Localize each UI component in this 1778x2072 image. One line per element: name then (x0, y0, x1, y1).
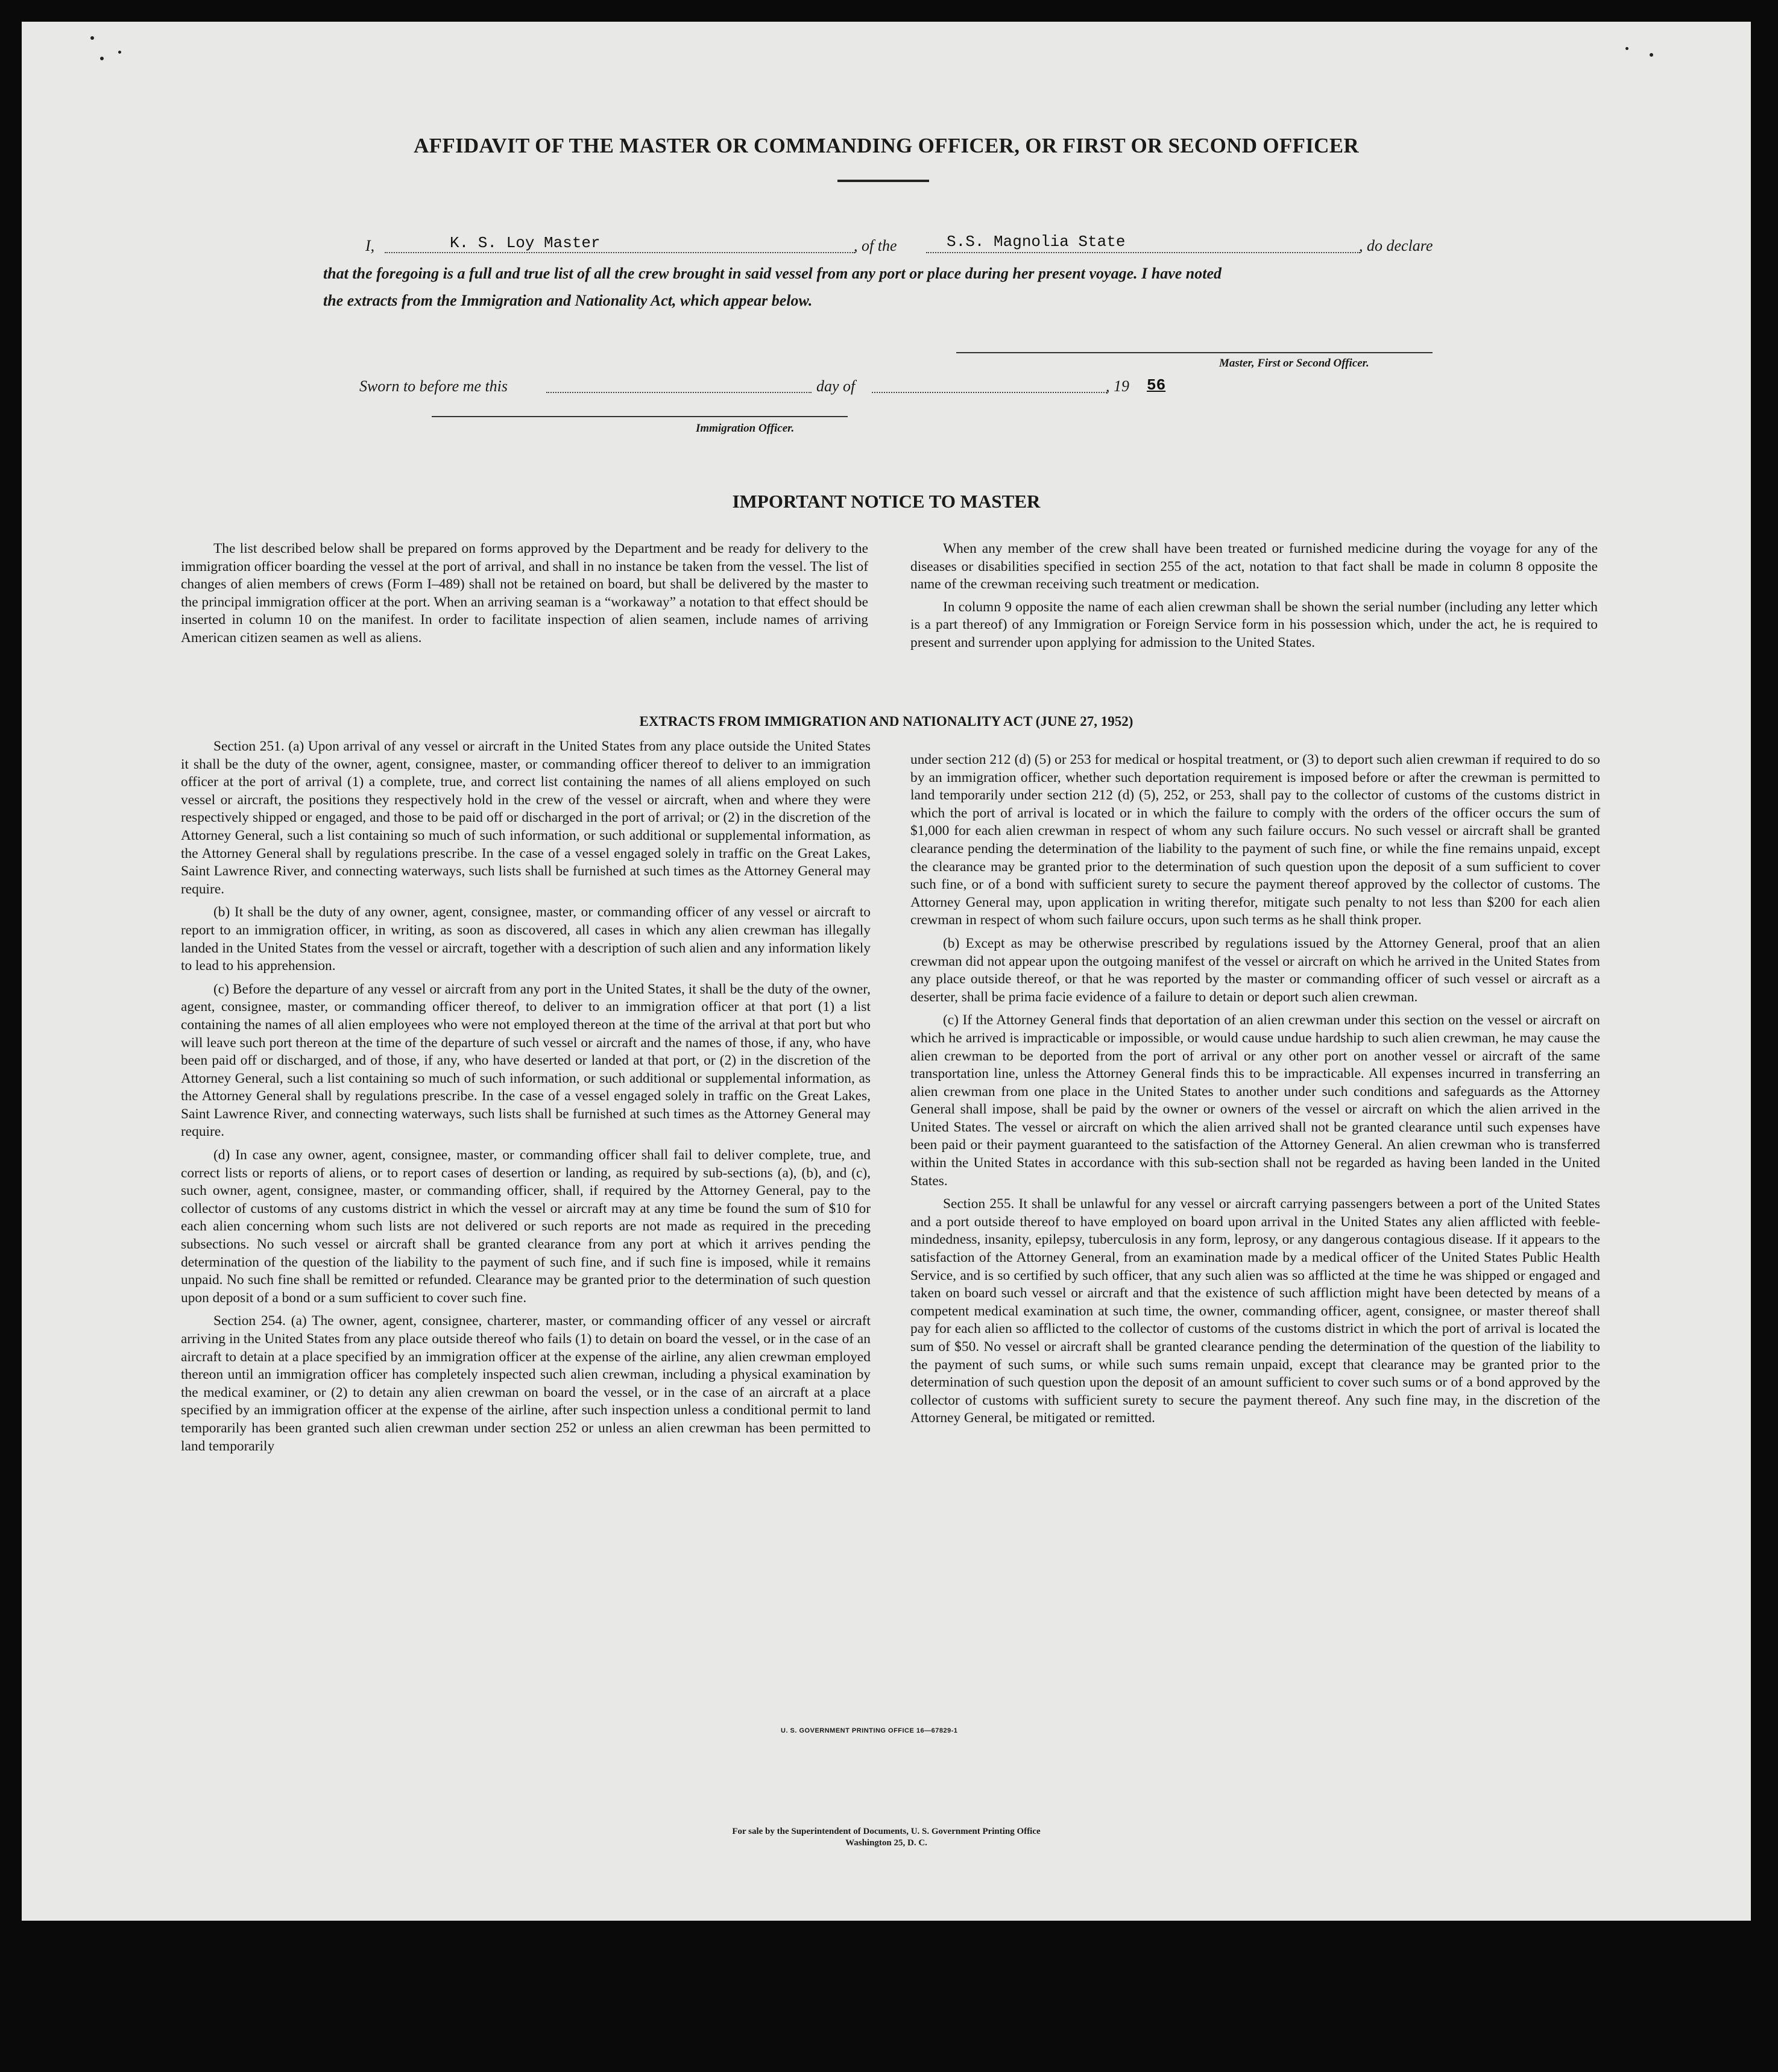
officer-caption: Immigration Officer. (696, 422, 795, 435)
notice-right-paragraph-2: In column 9 opposite the name of each alien crewman shall be shown the serial number (including any letter which is a part thereof) of any Immigration or Foreign Service form in his possession which, under the act, he is required to present and surrender upon applying for admission to the United States. (910, 599, 1598, 650)
section-251-a: Section 251. (a) Upon arrival of any vessel or aircraft in the United States from any place outside the United States it shall be the duty of the owner, agent, consignee, master, or commanding officer thereof to deliver to an immigration officer at the port of arrival (1) a complete, true, and correct list containing the names of all aliens employed on such vessel or aircraft, the positions they respectively hold in the crew of the vessel or aircraft, when and where they were respectively shipped or engaged, and those to be paid off or discharged in the port of arrival; or (2) in the discretion of the Attorney General, such a list containing so much of such information, or such additional or supplemental information, as the Attorney General shall by regulations prescribe. In the case of a vessel engaged solely in traffic on the Great Lakes, Saint Lawrence River, and connecting waterways, such lists shall be furnished at such times as the Attorney General may require. (181, 738, 871, 897)
printing-office-line: U. S. GOVERNMENT PRINTING OFFICE 16—67829-1 (781, 1727, 958, 1734)
notice-left-paragraph: The list described below shall be prepared on forms approved by the Department and be ready for delivery to the immigration officer boarding the vessel at the port of arrival, and shall in no instance be taken from the vessel. The list of changes of alien members of crews (Form I–489) shall not be retained on board, but shall be delivered by the master to the principal immigration officer at the port. When an arriving seaman is a “workaway” a notation to that effect should be inserted in column 10 on the manifest. In order to facilitate inspection of alien seamen, include names of arriving American citizen seamen as well as aliens. (181, 541, 868, 646)
sworn-day-line[interactable] (546, 392, 812, 393)
sale-notice (22, 1826, 1751, 1849)
sale-line-2: Washington 25, D. C. (845, 1838, 927, 1848)
speck (1625, 47, 1628, 50)
extracts-left-column (181, 738, 871, 1461)
sworn-month-line[interactable] (872, 392, 1107, 393)
section-254-a-continued: under section 212 (d) (5) or 253 for medical or hospital treatment, or (3) to deport such alien crewman if required to do so by an immigration officer, whether such deportation requirement is imposed before or after the crewman is permitted to land temporarily under section 212 (d) (5), 252, or 253, shall pay to the collector of customs of the customs district in which the port of arrival is located or in which the failure to comply with the orders of the officer occurs the sum of $1,000 for each alien crewman in respect of whom any such failure occurs. No such vessel or aircraft shall be granted clearance pending the determination of the liability to the payment of such fine, or while the fine remains unpaid, except the clearance may be granted prior to the determination of such question upon the deposit of a sum sufficient to cover such fine, or of a bond with sufficient surety to secure the payment thereof approved by the collector of customs. The Attorney General may, upon application in writing therefor, mitigate such penalty to not less than $200 for each alien crewman in respect of whom such failure occurs, upon such terms as he shall think proper. (910, 752, 1600, 928)
officer-signature-line[interactable] (432, 416, 848, 417)
i-label: I, (365, 237, 375, 254)
section-251-c: (c) Before the departure of any vessel or aircraft from any port in the United States, it shall be the duty of the owner, agent, consignee, master, or commanding officer thereof, to deliver to an immigration officer at that port (1) a list containing the names of all alien employees who were not employed thereon at the time of the arrival at that port but who will leave such port thereon at the time of the departure of such vessel or aircraft and the names of those, if any, who have been paid off or discharged, and of those, if any, who have deserted or landed at that port, or (2) in the discretion of the Attorney General, such a list containing so much of such information, or such additional or supplemental information, as the Attorney General shall by regulations prescribe. In the case of a vessel engaged solely in traffic on the Great Lakes, Saint Lawrence River, and connecting waterways, such lists shall be furnished at such times as the Attorney General may require. (181, 981, 871, 1140)
master-name-field[interactable]: K. S. Loy Master (450, 234, 601, 252)
section-251-b: (b) It shall be the duty of any owner, agent, consignee, master, or commanding officer of any vessel or aircraft to report to an immigration officer, in writing, as soon as discovered, all cases in which any alien crewman has illegally landed in the United States from the vessel or aircraft, together with a description of such alien and any information likely to lead to his apprehension. (181, 904, 871, 974)
speck (118, 51, 121, 54)
day-of-label: day of (816, 377, 856, 395)
section-254-a: Section 254. (a) The owner, agent, consignee, charterer, master, or commanding officer of any vessel or aircraft arriving in the United States from any place outside thereof who fails (1) to detain on board the vessel, or in the case of an aircraft to detain at a place specified by an immigration officer at the expense of the airline, any alien crewman employed thereon until an immigration officer has completely inspected such alien crewman, including a physical examination by the medical examiner, or (2) to detain any alien crewman on board the vessel, or in the case of an aircraft at a place specified by an immigration officer at the expense of the airline, after such inspection unless a conditional permit to land temporarily has been granted such alien crewman under section 252 or unless an alien crewman has been permitted to land temporarily (181, 1313, 871, 1454)
sale-line-1: For sale by the Superintendent of Documents, U. S. Government Printing Office (732, 1827, 1041, 1836)
section-254-c: (c) If the Attorney General finds that deportation of an alien crewman under this section on the vessel or aircraft on which he arrived is impracticable or impossible, or would cause undue hardship to such alien crewman, he may cause the alien crewman to be deported from the port of arrival or any other port on another vessel or aircraft of the same transportation line, unless the Attorney General finds this to be impracticable. All expenses incurred in transferring an alien crewman from one place in the United States to another under such conditions and safeguards as the Attorney General shall impose, shall be paid by the owner or owners of the vessel or aircraft on which the alien arrived in the United States. The vessel or aircraft on which the alien arrived shall not be granted clearance until such expenses have been paid or their payment guaranteed to the satisfaction of the Attorney General. An alien crewman who is transferred within the United States in accordance with this sub-section shall not be regarded as having been landed in the United States. (910, 1012, 1600, 1189)
signature-line[interactable] (956, 352, 1433, 353)
notice-left-column (181, 540, 868, 652)
name-field-line (385, 252, 855, 253)
speck (100, 57, 104, 60)
notice-right-column (910, 540, 1598, 657)
sworn-label: Sworn to before me this (359, 377, 508, 395)
affidavit-title: AFFIDAVIT OF THE MASTER OR COMMANDING OFFICER, OR FIRST OR SECOND OFFICER (414, 134, 1359, 157)
statement-line-2: the extracts from the Immigration and Nationality Act, which appear below. (323, 292, 813, 309)
section-254-b: (b) Except as may be otherwise prescribed by regulations issued by the Attorney General, proof that an alien crewman did not appear upon the outgoing manifest of the vessel or aircraft on which he arrived in the United States from any place outside thereof, or that he was reported by the master or commanding officer of such vessel or aircraft as a deserter, shall be prima facie evidence of a failure to detain or deport such alien crewman. (910, 935, 1600, 1005)
vessel-field-line (926, 252, 1360, 253)
vessel-name-field[interactable]: S.S. Magnolia State (947, 233, 1126, 251)
title-rule (837, 180, 929, 182)
section-255: Section 255. It shall be unlawful for any vessel or aircraft carrying passengers between a port of the United States and a port outside thereof to have employed on board upon arrival in the United States any alien afflicted with feeble-mindedness, insanity, epilepsy, tuberculosis in any form, leprosy, or any dangerous contagious disease. If it appears to the satisfaction of the Attorney General, from an examination made by a medical officer of the United States Public Health Service, and is so certified by such officer, that any such alien was so afflicted at the time he was shipped or engaged and taken on board such vessel or aircraft and that the existence of such affliction might have been detected by means of a competent medical examination at such time, the owner, commanding officer, agent, consignee, or master thereof shall pay for each alien so afflicted to the collector of customs of the customs district in which the port of arrival is located the sum of $50. No vessel or aircraft shall be granted clearance pending the determination of the question of the liability to the payment of such sums, or while such sums remain unpaid, except that clearance may be granted prior to the determination of such question upon the deposit of an amount sufficient to cover such sums or of a bond approved by the collector of customs with sufficient surety to secure the payment thereof. Any such fine may, in the discretion of the Attorney General, be mitigated or remitted. (910, 1196, 1600, 1426)
speck (1650, 53, 1653, 57)
section-251-d: (d) In case any owner, agent, consignee, master, or commanding officer shall fail to deliver complete, true, and correct lists or reports of aliens, or to report cases of desertion or landing, as required by sub-sections (a), (b), and (c), such owner, agent, consignee, master, or commanding officer, shall, if required by the Attorney General, pay to the collector of customs of any customs district in which the vessel or aircraft may at any time be found the sum of $10 for each alien concerning whom such lists are not delivered or such reports are not made as required in the preceding subsections. No such vessel or aircraft shall be granted clearance from any port at which it arrives pending the determination of the question of the liability to the payment of such fine, and if such fine is imposed, while it remains unpaid. No such fine shall be remitted or refunded. Clearance may be granted prior to the determination of such question upon deposit of a bond or a sum sufficient to cover such fine. (181, 1147, 871, 1306)
statement-line-1: that the foregoing is a full and true list of all the crew brought in said vessel from any port or place during her present voyage. I have noted (323, 265, 1222, 282)
binding-tab (0, 446, 23, 474)
signature-caption: Master, First or Second Officer. (1219, 357, 1369, 370)
year-field[interactable]: 56 (1147, 376, 1166, 394)
year-prefix: , 19 (1106, 377, 1129, 395)
notice-right-paragraph-1: When any member of the crew shall have been treated or furnished medicine during the voyage for any of the diseases or disabilities specified in section 255 of the act, notation to that fact shall be made in column 8 opposite the name of the crewman receiving such treatment or medication. (910, 541, 1598, 592)
do-declare-label: , do declare (1359, 237, 1433, 254)
extracts-right-column (910, 751, 1600, 1433)
of-the-label: , of the (854, 237, 897, 254)
speck (90, 36, 94, 40)
extracts-title: EXTRACTS FROM IMMIGRATION AND NATIONALITY ACT (JUNE 27, 1952) (639, 714, 1133, 729)
notice-title: IMPORTANT NOTICE TO MASTER (732, 491, 1041, 512)
form-page (22, 22, 1751, 1921)
